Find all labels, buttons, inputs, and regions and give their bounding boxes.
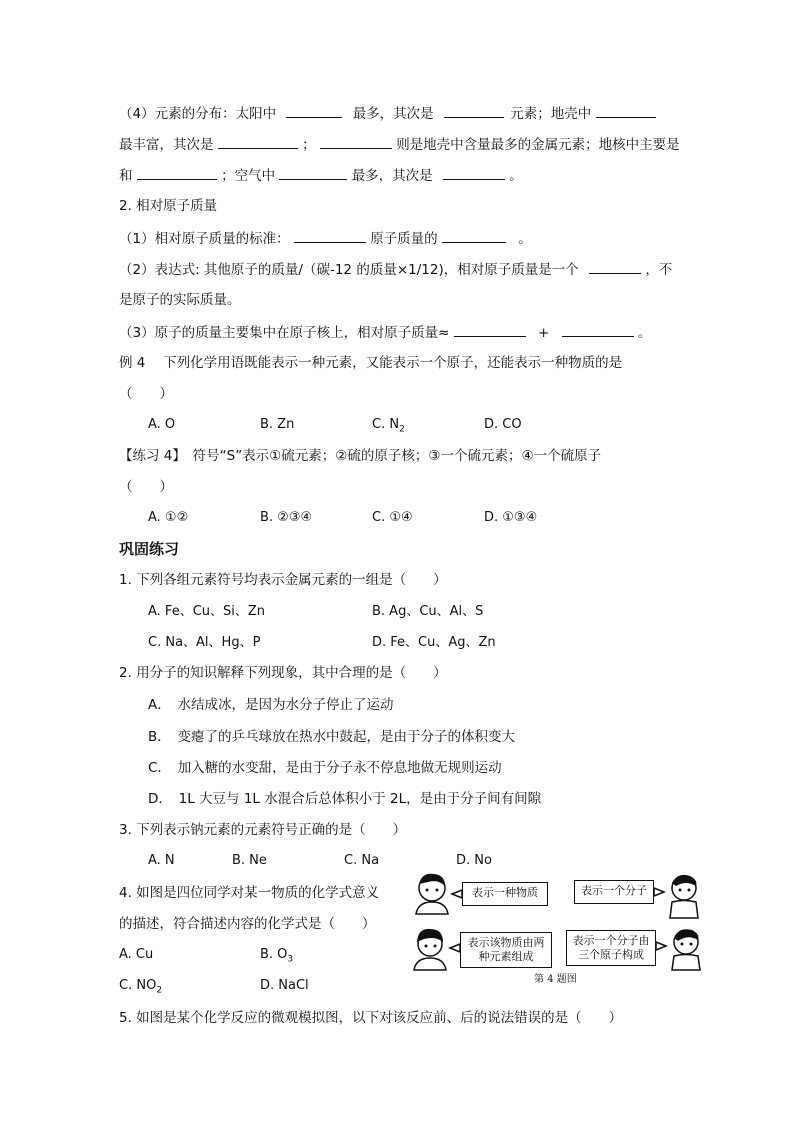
student-icon xyxy=(416,874,448,914)
q2-option-c[interactable]: C． 加入糖的水变甜，是由于分子永不停息地做无规则运动 xyxy=(148,760,502,776)
distribution-line-3 xyxy=(119,165,523,186)
q2-stem: 2. 用分子的知识解释下列现象，其中合理的是（ ） xyxy=(119,665,447,681)
q2-option-d[interactable]: D． 1L 大豆与 1L 水混合后总体积小于 2L，是由于分子间有间隙 xyxy=(148,791,542,807)
speech-bubble: 表示该物质由两种元素组成 xyxy=(460,932,552,968)
text: ； xyxy=(302,137,316,153)
practice-4-paren: （ ） xyxy=(119,479,173,495)
example-4-option-b[interactable]: B. Zn xyxy=(260,417,295,432)
text: 。 xyxy=(509,168,523,184)
q4-option-a[interactable]: A. Cu xyxy=(119,947,154,962)
q3-stem: 3. 下列表示钠元素的元素符号正确的是（ ） xyxy=(119,822,407,838)
q3-option-b[interactable]: B. Ne xyxy=(232,853,267,868)
text: + xyxy=(538,325,550,341)
student-icon xyxy=(670,875,698,918)
q4-stem-1: 4. 如图是四位同学对某一物质的化学式意义 xyxy=(119,885,380,901)
text: 最多，其次是 xyxy=(351,168,433,184)
text: 原子质量的 xyxy=(370,231,438,247)
blank-field[interactable] xyxy=(218,134,298,149)
q3-option-c[interactable]: C. Na xyxy=(344,853,380,868)
text: 和 xyxy=(119,168,133,184)
practice-4-stem: 【练习 4】 符号“S”表示①硫元素；②硫的原子核；③一个硫元素；④一个硫原子 xyxy=(119,448,602,464)
q1-stem: 1. 下列各组元素符号均表示金属元素的一组是（ ） xyxy=(119,572,447,588)
q1-option-b[interactable]: B. Ag、Cu、Al、S xyxy=(372,604,484,619)
text: ，不 xyxy=(645,262,673,278)
relative-mass-expression-cont: 是原子的实际质量。 xyxy=(119,292,241,308)
student-icon xyxy=(672,929,700,970)
distribution-line-1 xyxy=(119,103,656,124)
blank-field[interactable] xyxy=(444,103,504,118)
example-4-option-c[interactable] xyxy=(372,415,405,440)
text: （4）元素的分布：太阳中 xyxy=(119,106,277,122)
blank-field[interactable] xyxy=(137,165,217,180)
q3-option-d[interactable]: D. No xyxy=(456,853,492,868)
example-4-paren: （ ） xyxy=(119,386,173,402)
student-icon xyxy=(414,929,446,970)
blank-field[interactable] xyxy=(442,228,506,243)
text: C. N xyxy=(372,417,400,432)
q2-option-b[interactable]: B． 变瘪了的乒乓球放在热水中鼓起，是由于分子的体积变大 xyxy=(148,729,516,745)
text: 元素；地壳中 xyxy=(510,106,592,122)
practice-4-option-a[interactable]: A. ①② xyxy=(148,510,189,525)
q4-option-d[interactable]: D. NaCl xyxy=(260,978,309,993)
practice-4-option-c[interactable]: C. ①④ xyxy=(372,510,413,525)
section-title: 巩固练习 xyxy=(119,540,180,558)
text: （1）相对原子质量的标准： xyxy=(119,231,290,247)
relative-mass-standard xyxy=(119,228,532,249)
speech-bubble: 表示一个分子 xyxy=(574,880,654,904)
subscript: 3 xyxy=(287,954,294,965)
blank-field[interactable] xyxy=(320,134,392,149)
speech-bubble: 表示一个分子由三个原子构成 xyxy=(566,930,656,966)
blank-field[interactable] xyxy=(286,103,342,118)
example-4-stem: 例 4 下列化学用语既能表示一种元素，又能表示一个原子，还能表示一种物质的是 xyxy=(119,355,623,371)
text: （2）表达式: 其他原子的质量/（碳-12 的质量×1/12)，相对原子质量是一个 xyxy=(119,262,579,278)
text: 。 xyxy=(637,325,652,341)
text: B. O xyxy=(260,947,288,962)
blank-field[interactable] xyxy=(562,322,634,337)
q4-option-c[interactable] xyxy=(119,976,162,1001)
section-2-title: 2. 相对原子质量 xyxy=(119,198,218,214)
relative-mass-approx xyxy=(119,322,651,343)
blank-field[interactable] xyxy=(589,259,641,274)
subscript: 2 xyxy=(156,985,163,996)
blank-field[interactable] xyxy=(443,165,505,180)
q4-option-b[interactable] xyxy=(260,945,293,970)
text: 则是地壳中含量最多的金属元素；地核中主要是 xyxy=(396,137,680,153)
text: C. NO xyxy=(119,978,157,993)
text: ；空气中 xyxy=(221,168,276,184)
blank-field[interactable] xyxy=(294,228,366,243)
blank-field[interactable] xyxy=(279,165,347,180)
relative-mass-expression xyxy=(119,259,672,280)
text: （3）原子的质量主要集中在原子核上，相对原子质量≈ xyxy=(119,325,450,341)
q2-option-a[interactable]: A． 水结成冰，是因为水分子停止了运动 xyxy=(148,697,394,713)
practice-4-option-d[interactable]: D. ①③④ xyxy=(484,510,538,525)
practice-4-option-b[interactable]: B. ②③④ xyxy=(260,510,313,525)
distribution-line-2 xyxy=(119,134,680,155)
example-4-option-a[interactable]: A. O xyxy=(148,417,176,432)
blank-field[interactable] xyxy=(454,322,526,337)
example-4-option-d[interactable]: D. CO xyxy=(484,417,522,432)
subscript: 2 xyxy=(399,424,405,435)
q4-stem-2: 的描述，符合描述内容的化学式是（ ） xyxy=(119,916,376,932)
text: 。 xyxy=(518,231,532,247)
q1-option-d[interactable]: D. Fe、Cu、Ag、Zn xyxy=(372,635,496,650)
figure-caption: 第 4 题图 xyxy=(534,974,577,985)
q3-option-a[interactable]: A. N xyxy=(148,853,175,868)
q5-stem: 5. 如图是某个化学反应的微观模拟图，以下对该反应前、后的说法错误的是（ ） xyxy=(119,1010,623,1026)
speech-bubble: 表示一种物质 xyxy=(462,882,548,906)
q1-option-c[interactable]: C. Na、Al、Hg、P xyxy=(148,635,261,650)
q4-figure xyxy=(408,866,708,992)
q1-option-a[interactable]: A. Fe、Cu、Si、Zn xyxy=(148,604,266,619)
text: 最丰富，其次是 xyxy=(119,137,214,153)
blank-field[interactable] xyxy=(596,103,656,118)
text: 最多，其次是 xyxy=(352,106,434,122)
